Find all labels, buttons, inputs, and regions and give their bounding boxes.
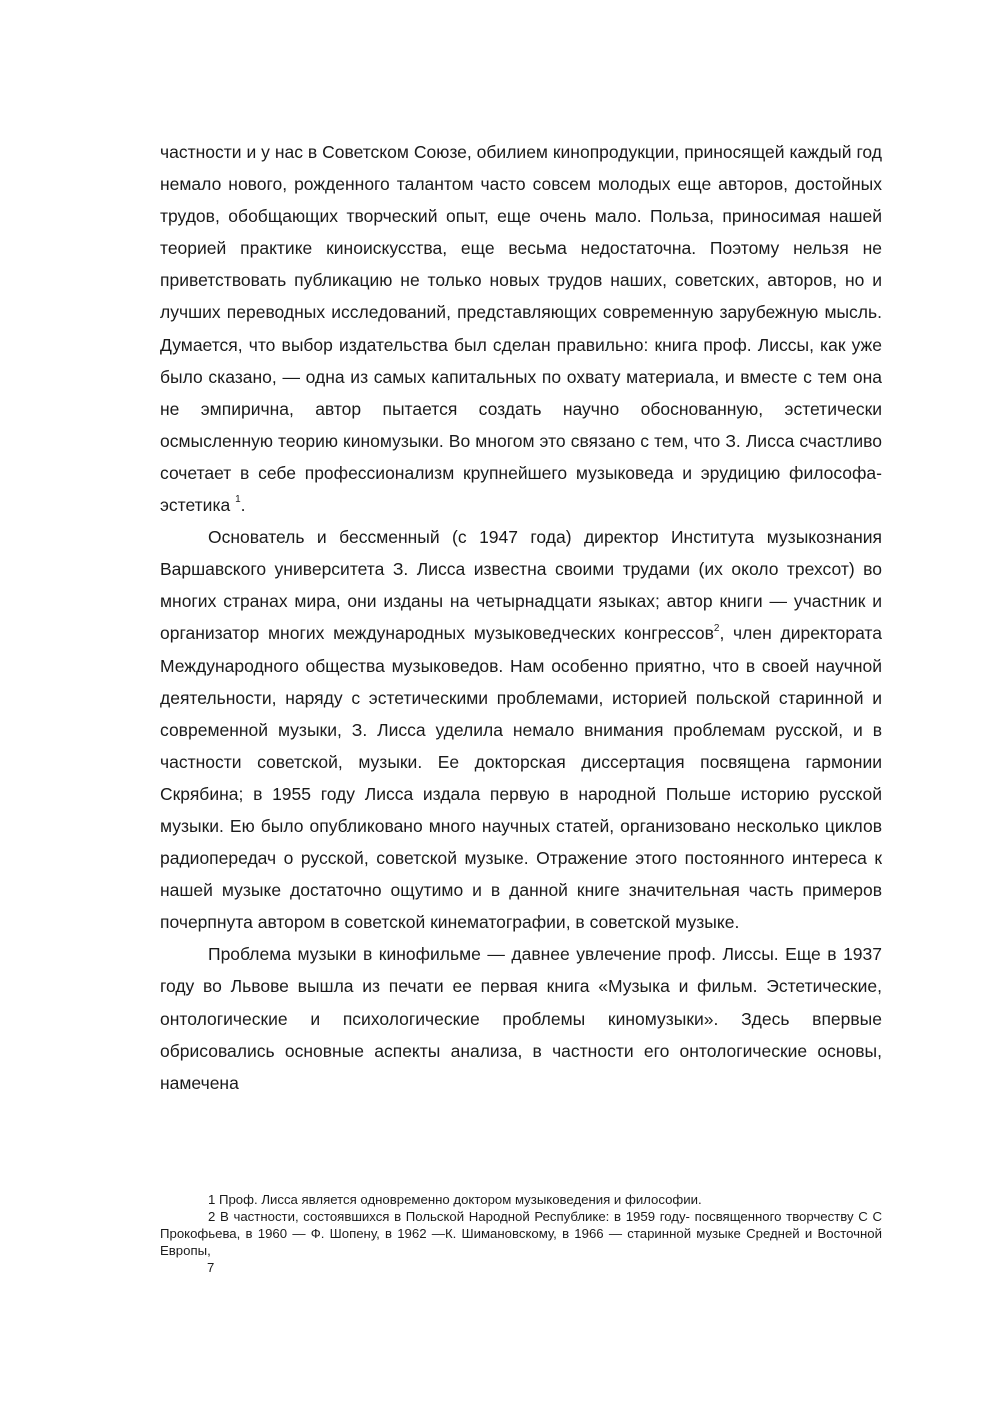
- paragraph-1-end: .: [240, 495, 246, 516]
- page-number: 7: [207, 1260, 215, 1275]
- paragraph-1: [160, 136, 882, 521]
- footnote-2: 2 В частности, состоявшихся в Польской Народной Республике: в 1959 году- посвященного творчеству С С Прокофьева, в 1960 — Ф. Шопену, в 1962 —К. Шимановскому, в 1966 — старинной музыке Средней и Восточной Европы,: [160, 1209, 882, 1258]
- paragraph-2: [160, 521, 882, 938]
- paragraph-2-text: Основатель и бессменный (с 1947 года) директор Института музыкознания Варшавского университета З. Лисса известна своими трудами (их около трехсот) во многих странах мира, они изданы на четырнадцати языках; автор книги — участник и организатор многих международных музыковедческих конгрессов: [160, 527, 882, 644]
- paragraph-3-text: Проблема музыки в кинофильме — давнее увлечение проф. Лиссы. Еще в 1937 году во Львове вышла из печати ее первая книга «Музыка и фильм. Эстетические, онтологические и психологические проблемы киномузыки». Здесь впервые обрисовались основные аспекты анализа, в частности его онтологические основы, намечена: [160, 944, 882, 1093]
- footnote-1: 1 Проф. Лисса является одновременно доктором музыковедения и философии.: [208, 1192, 702, 1207]
- paragraph-2-rest: , член директората Международного общества музыковедов. Нам особенно приятно, что в своей научной деятельности, наряду с эстетическими проблемами, историей польской старинной и современной музыки, З. Лисса уделила немало внимания проблемам русской, и в частности советской, музыки. Ее докторская диссертация посвящена гармонии Скрябина; в 1955 году Лисса издала первую в народной Польше историю русской музыки. Ею было опубликовано много научных статей, организовано несколько циклов радиопередач о русской, советской музыке. Отражение этого постоянного интереса к нашей музыке достаточно ощутимо и в данной книге значительная часть примеров почерпнута автором в советской кинематографии, в советской музыке.: [160, 623, 882, 933]
- footnotes: [160, 1191, 882, 1259]
- footnote-ref-1: 1: [235, 494, 241, 506]
- footnote-ref-2: 2: [713, 622, 720, 634]
- main-text: [160, 136, 882, 1099]
- paragraph-3: [160, 938, 882, 1098]
- paragraph-1-text: частности и у нас в Советском Союзе, обилием кинопродукции, приносящей каждый год немало нового, рожденного талантом часто совсем молодых еще авторов, достойных трудов, обобщающих творческий опыт, еще очень мало. Польза, приносимая нашей теорией практике киноискусства, еще весьма недостаточна. Поэтому нельзя не приветствовать публикацию не только новых трудов наших, советских, авторов, но и лучших переводных исследований, представляющих современную зарубежную мысль. Думается, что выбор издательства был сделан правильно: книга проф. Лиссы, как уже было сказано, — одна из самых капитальных по охвату материала, и вместе с тем она не эмпирична, автор пытается создать научно обоснованную, эстетически осмысленную теорию киномузыки. Во многом это связано с тем, что З. Лисса счастливо сочетает в себе профессионализм крупнейшего музыковеда и эрудицию философа-эстетика: [160, 142, 882, 516]
